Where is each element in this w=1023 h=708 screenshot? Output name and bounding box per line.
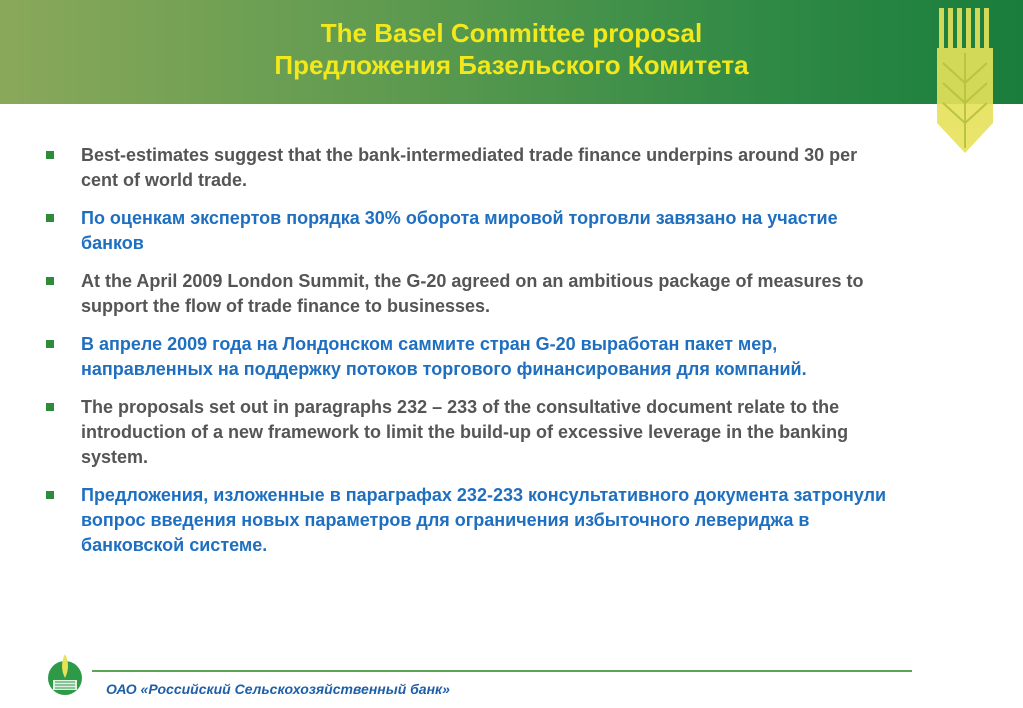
bullet-marker-icon xyxy=(46,277,54,285)
bullet-marker-icon xyxy=(46,151,54,159)
slide-title xyxy=(0,17,1023,81)
bullet-item xyxy=(46,483,896,558)
bullet-item xyxy=(46,143,896,193)
bullet-text: По оценкам экспертов порядка 30% оборота мировой торговли завязано на участие банков xyxy=(81,208,838,253)
bullet-item xyxy=(46,206,896,256)
bank-logo-icon xyxy=(45,650,85,698)
header-banner xyxy=(0,0,1023,104)
footer-company-name: ОАО «Российский Сельскохозяйственный банк» xyxy=(106,681,450,697)
bullet-text: Предложения, изложенные в параграфах 232-233 консультативного документа затронули вопрос введения новых параметров для ограничения избыточного левериджа в банковской системе. xyxy=(81,485,887,555)
footer-divider xyxy=(92,670,912,672)
bullet-marker-icon xyxy=(46,340,54,348)
bullet-marker-icon xyxy=(46,491,54,499)
bullet-text: В апреле 2009 года на Лондонском саммите стран G-20 выработан пакет мер, направленных на поддержку потоков торгового финансирования для компаний. xyxy=(81,334,807,379)
bullet-text: The proposals set out in paragraphs 232 – 233 of the consultative document relate to the introduction of a new framework to limit the build-up of excessive leverage in the banking system. xyxy=(81,397,849,467)
bullet-marker-icon xyxy=(46,214,54,222)
bullet-text: At the April 2009 London Summit, the G-20 agreed on an ambitious package of measures to support the flow of trade finance to businesses. xyxy=(81,271,864,316)
wheat-emblem-icon xyxy=(935,8,995,153)
bullet-list xyxy=(46,143,896,571)
title-english: The Basel Committee proposal xyxy=(320,18,703,48)
bullet-item xyxy=(46,269,896,319)
bullet-item xyxy=(46,395,896,470)
bullet-text: Best-estimates suggest that the bank-intermediated trade finance underpins around 30 per cent of world trade. xyxy=(81,145,858,190)
bullet-marker-icon xyxy=(46,403,54,411)
title-russian: Предложения Базельского Комитета xyxy=(274,50,749,80)
bullet-item xyxy=(46,332,896,382)
